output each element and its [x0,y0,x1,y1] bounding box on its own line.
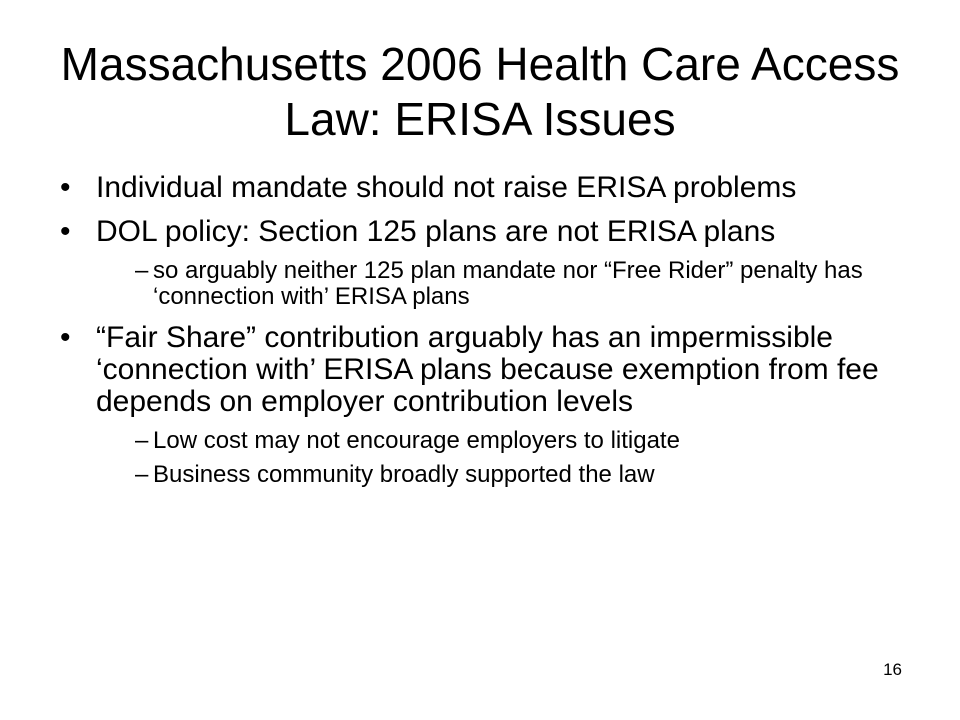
sub-bullet-text: Business community broadly supported the law [153,461,655,488]
sub-bullet-item [96,428,880,454]
sub-bullet-text: Low cost may not encourage employers to litigate [153,427,680,454]
sub-bullet-list [96,428,880,488]
bullet-item [60,216,880,310]
sub-bullet-list [96,258,880,310]
sub-bullet-marker: – [135,257,149,284]
bullet-list [60,172,880,500]
sub-bullet-marker: – [135,427,149,454]
slide-title: Massachusetts 2006 Health Care Access Law: ERISA Issues [60,38,900,145]
page-number: 16 [883,660,902,679]
sub-bullet-item [96,258,880,310]
bullet-marker: • [60,171,71,204]
bullet-marker: • [60,321,71,354]
bullet-text: “Fair Share” contribution arguably has an impermissible ‘connection with’ ERISA plans because exemption from fee depends on employer contribution levels [96,321,879,418]
bullet-text: DOL policy: Section 125 plans are not ERISA plans [96,215,776,248]
bullet-item [60,322,880,488]
bullet-item [60,172,880,204]
bullet-text: Individual mandate should not raise ERISA problems [96,171,797,204]
sub-bullet-text: so arguably neither 125 plan mandate nor “Free Rider” penalty has ‘connection with’ ERISA plans [153,257,863,310]
sub-bullet-item [96,462,880,488]
bullet-marker: • [60,215,71,248]
sub-bullet-marker: – [135,461,149,488]
